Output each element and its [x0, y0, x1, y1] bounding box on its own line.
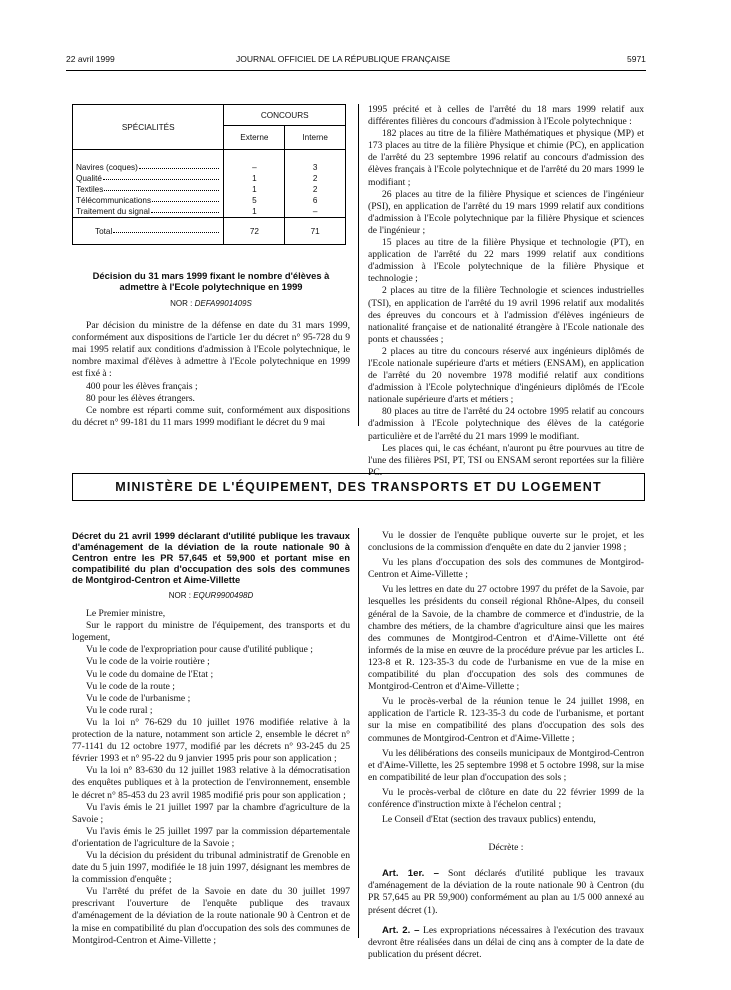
- decision-nor: [72, 298, 350, 310]
- paragraph: Vu les délibérations des conseils municipaux de Montgirod-Centron et d'Aime-Villette, les 25 septembre 1998 et 5 octobre 1998, sur la mise en compatibilité de leur plan d'occupation des sols ;: [368, 747, 644, 783]
- row-label: Textiles: [76, 185, 104, 194]
- row-interne: 2: [285, 173, 346, 184]
- table-total-row: [73, 218, 346, 245]
- decision-paragraph: Ce nombre est réparti comme suit, conformément aux dispositions du décret n° 99-181 du 11 mars 1999 modifiant le décret du 9 mai: [72, 404, 350, 428]
- total-externe: 72: [224, 218, 285, 245]
- nor-label: NOR :: [170, 299, 193, 308]
- row-externe: 1: [224, 206, 285, 218]
- paragraph: 1995 précité et à celles de l'arrêté du 18 mars 1999 relatif aux différentes filières du concours d'admission à l'Ecole polytechnique :: [368, 104, 644, 128]
- paragraph: Vu le code de la route ;: [86, 680, 175, 692]
- paragraph: Le Premier ministre,: [86, 608, 166, 620]
- ministry-banner: MINISTÈRE DE L'ÉQUIPEMENT, DES TRANSPORTS ET DU LOGEMENT: [72, 473, 645, 501]
- total-label: Total: [95, 226, 113, 236]
- row-interne: 3: [285, 162, 346, 173]
- paragraph: Vu le code de la voirie routière ;: [86, 656, 210, 668]
- row-label: Navires (coques): [76, 163, 138, 172]
- right-column-top: [368, 104, 644, 479]
- row-label: Qualité: [76, 174, 102, 183]
- paragraph: Vu le code de l'expropriation pour cause d'utilité publique ;: [86, 644, 313, 656]
- paragraph: 2 places au titre du concours réservé aux ingénieurs diplômés de l'Ecole nationale supérieure d'arts et métiers (ENSAM), en application de l'arrêté du 20 novembre 1978 modifié relatif aux conditions d'admission à l'Ecole polytechnique d'ingénieurs diplômés de l'Ecole nationale supérieure d'arts et métiers ;: [368, 345, 644, 406]
- paragraph: Vu l'avis émis le 25 juillet 1997 par la commission départementale d'orientation de l'agriculture de la Savoie ;: [72, 825, 350, 849]
- paragraph: 80 places au titre de l'arrêté du 24 octobre 1995 relatif au concours d'admission à l'Ecole polytechnique des élèves de la catégorie particulière et de l'arrêté du 21 mars 1999 le modifiant.: [368, 406, 644, 442]
- header-date: 22 avril 1999: [66, 54, 115, 64]
- decision-title: Décision du 31 mars 1999 fixant le nombre d'élèves à admettre à l'Ecole polytechnique en 1999: [92, 270, 330, 292]
- paragraph: Vu le code du domaine de l'Etat ;: [86, 668, 214, 680]
- nor-label: NOR :: [168, 591, 191, 600]
- decision-paragraph: 80 pour les élèves étrangers.: [86, 392, 195, 404]
- specialites-table: [72, 104, 346, 245]
- col-interne: Interne: [285, 126, 346, 150]
- article-2-text: Les expropriations nécessaires à l'exécution des travaux devront être réalisées dans un délai de cinq ans à compter de la date de publication du présent décret.: [368, 924, 644, 960]
- row-externe: –: [224, 162, 285, 173]
- article-1: [368, 868, 644, 916]
- paragraph: Sur le rapport du ministre de l'équipement, des transports et du logement,: [72, 620, 350, 644]
- article-1-text: Sont déclarés d'utilité publique les travaux d'aménagement de la déviation de la route nationale 90 à Centron (du PR 57,645 au PR 59,900) conformément au plan au 1/5 000 annexé au présent décret (1).: [368, 868, 644, 916]
- column-divider-top: [358, 104, 359, 426]
- row-label: Télécommunications: [76, 196, 152, 205]
- paragraph: Vu l'avis émis le 21 juillet 1997 par la chambre d'agriculture de la Savoie ;: [72, 801, 350, 825]
- row-externe: 1: [224, 184, 285, 195]
- row-interne: –: [285, 206, 346, 218]
- paragraph: Vu le code de l'urbanisme ;: [86, 692, 191, 704]
- paragraph: 2 places au titre de la filière Technologie et sciences industrielles (TSI), en application de l'arrêté du 19 avril 1996 relatif aux modalités des épreuves du concours et à l'admission d'élèves ingénieurs de nationalité française et de nationalité étrangère à l'Ecole nationale des ponts et chaussées ;: [368, 285, 644, 345]
- paragraph: Vu la loi n° 76-629 du 10 juillet 1976 modifiée relative à la protection de la nature, notamment son article 2, ensemble le décret n° 77-1141 du 12 octobre 1977, modifié par les décrets n° 93-245 du 25 février 1993 et n° 95-22 du 9 janvier 1995 pris pour son application ;: [72, 716, 350, 765]
- table-row: [73, 206, 346, 218]
- paragraph: 15 places au titre de la filière Physique et technologie (PT), en application de l'arrêté du 22 mars 1999 relatif aux conditions d'admission à l'Ecole polytechnique de la filière Physique et technologie ;: [368, 237, 644, 285]
- nor-code: DEFA9901409S: [194, 299, 252, 308]
- row-label: Traitement du signal: [76, 207, 150, 216]
- header-journal: JOURNAL OFFICIEL DE LA RÉPUBLIQUE FRANÇAISE: [236, 54, 451, 64]
- paragraph: Vu le procès-verbal de la réunion tenue le 24 juillet 1998, en application de l'article R. 123-35-3 du code de l'urbanisme, et portant sur la mise en compatibilité des plans d'occupation des sols des communes de Montgirod-Centron et d'Aime-Villette ;: [368, 696, 644, 744]
- col-externe: Externe: [224, 126, 285, 150]
- paragraph: Vu le code rural ;: [86, 704, 153, 716]
- decrete-heading: Décrète :: [488, 842, 524, 854]
- paragraph: 26 places au titre de la filière Physique et sciences de l'ingénieur (PSI), en application de l'arrêté du 19 mars 1999 relatif aux conditions d'admission à l'Ecole polytechnique par la filière Physique et sciences de l'ingénieur ;: [368, 188, 644, 236]
- total-interne: 71: [285, 218, 346, 245]
- paragraph: Vu le procès-verbal de clôture en date du 22 février 1999 de la conférence d'instruction mixte à l'échelon central ;: [368, 786, 644, 810]
- paragraph: Vu la loi n° 83-630 du 12 juillet 1983 relative à la démocratisation des enquêtes publiques et à la protection de l'environnement, ensemble le décret n° 85-453 du 23 avril 1985 modifié pris pour son application ;: [72, 765, 350, 801]
- paragraph: Vu les lettres en date du 27 octobre 1997 du préfet de la Savoie, par lesquelles les présidents du conseil régional Rhône-Alpes, du conseil général de la Savoie, de la chambre de commerce et d'industrie, de la chambre des métiers, de la chambre d'agriculture ainsi que les maires des communes de Montgirod-Centron et d'Aime-Villette ont été informés de la mise en œuvre de la procédure prévue par les articles L. 123-8 et R. 123-35-3 du code de l'urbanisme en vue de la mise en compatibilité du plan d'occupation des sols des communes de Montgirod-Centron et d'Aime-Villette ;: [368, 584, 644, 693]
- column-divider-bottom: [358, 528, 359, 938]
- nor-code: EQUR9900498D: [193, 591, 254, 600]
- paragraph: Vu le dossier de l'enquête publique ouverte sur le projet, et les conclusions de la commission d'enquête en date du 2 janvier 1998 ;: [368, 530, 644, 554]
- decret-title: Décret du 21 avril 1999 déclarant d'utilité publique les travaux d'aménagement de la déviation de la route nationale 90 à Centron entre les PR 57,645 et 59,900 et portant mise en compatibilité du plan d'occupation des sols des communes de Montgirod-Centron et Aime-Villette: [72, 530, 350, 585]
- row-externe: 1: [224, 173, 285, 184]
- table-row: [73, 184, 346, 195]
- decision-paragraph: 400 pour les élèves français ;: [86, 380, 198, 392]
- article-2-label: Art. 2. –: [382, 924, 420, 936]
- col-specialites: SPÉCIALITÉS: [73, 105, 224, 150]
- paragraph: Le Conseil d'Etat (section des travaux publics) entendu,: [382, 814, 596, 826]
- decret-nor: [72, 590, 350, 602]
- row-interne: 6: [285, 195, 346, 206]
- article-1-label: Art. 1er. –: [382, 868, 439, 880]
- paragraph: Vu la décision du président du tribunal administratif de Grenoble en date du 5 juin 1997, modifiée le 18 juin 1997, désignant les membres de la commission d'enquête ;: [72, 849, 350, 886]
- paragraph: 182 places au titre de la filière Mathématiques et physique (MP) et 173 places au titre de la filière Physique et chimie (PC), en application de l'arrêté du 23 septembre 1996 relatif au concours d'admission des élèves français à l'Ecole polytechnique et de l'arrêté du 20 mars 1999 le modifiant ;: [368, 128, 644, 188]
- decision-paragraph: Par décision du ministre de la défense en date du 31 mars 1999, conformément aux dispositions de l'article 1er du décret n° 95-728 du 9 mai 1995 relatif aux conditions d'admission à l'Ecole polytechnique, le nombre maximal d'élèves à admettre à l'Ecole polytechnique en 1999 est fixé à :: [72, 320, 350, 380]
- paragraph: Vu l'arrêté du préfet de la Savoie en date du 30 juillet 1997 prescrivant l'ouverture de l'enquête publique des travaux d'aménagement de la déviation de la route nationale 90 à Centron et de la mise en compatibilité du plan d'occupation des sols des communes de Montgirod-Centron et Aime-Villette ;: [72, 886, 350, 946]
- table-row: [73, 173, 346, 184]
- paragraph: Les places qui, le cas échéant, n'auront pu être pourvues au titre de l'une des filières PSI, PT, TSI ou ENSAM seront reportées sur la filière PC.: [368, 442, 644, 478]
- table-row: [73, 162, 346, 173]
- paragraph: Vu les plans d'occupation des sols des communes de Montgirod-Centron et Aime-Villette ;: [368, 557, 644, 581]
- decret-left-column: [72, 530, 350, 947]
- row-externe: 5: [224, 195, 285, 206]
- article-2: [368, 925, 644, 961]
- row-interne: 2: [285, 184, 346, 195]
- table-row: [73, 195, 346, 206]
- decret-right-column: [368, 530, 644, 961]
- col-concours: CONCOURS: [224, 105, 346, 126]
- header-page-number: 5971: [627, 54, 646, 64]
- header-rule: [66, 70, 646, 71]
- decision-section: [72, 270, 350, 429]
